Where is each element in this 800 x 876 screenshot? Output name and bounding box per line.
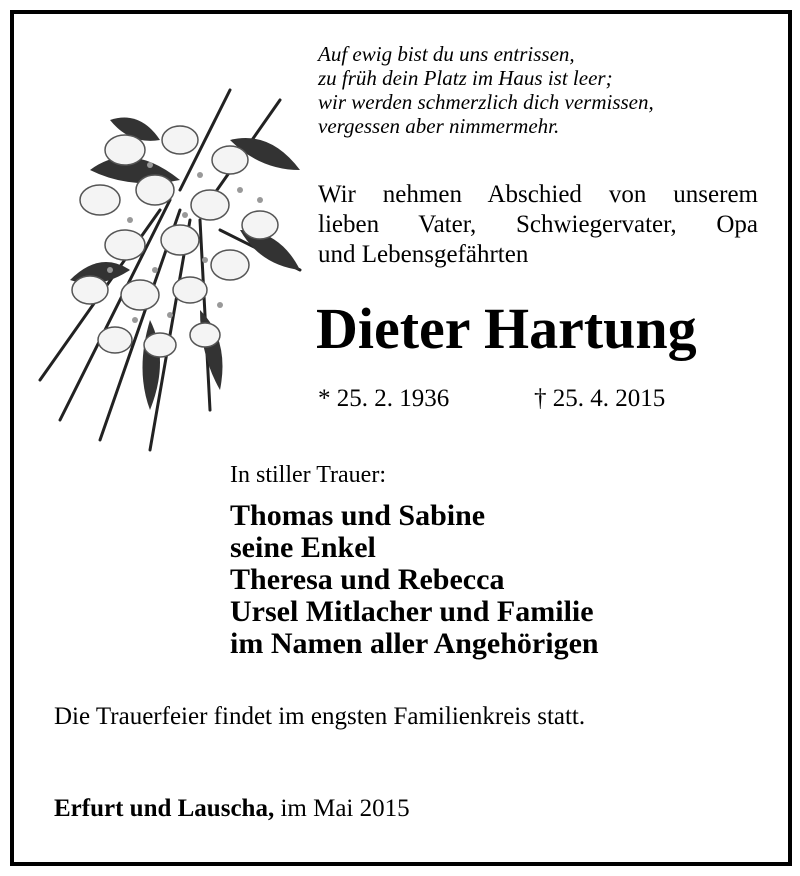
mourning-label: In stiller Trauer:: [230, 462, 386, 488]
farewell-line: lieben Vater, Schwiegervater, Opa: [318, 211, 758, 238]
poem-line: vergessen aber nimmermehr.: [318, 114, 560, 138]
birth-date: * 25. 2. 1936: [318, 385, 450, 412]
poem-verse: [318, 42, 778, 138]
mourner-line: seine Enkel: [230, 531, 376, 564]
flower-bouquet-icon: [30, 80, 320, 455]
farewell-line: Wir nehmen Abschied von unserem: [318, 181, 758, 208]
date-text: im Mai 2015: [274, 795, 410, 822]
mourner-line: Ursel Mitlacher und Familie: [230, 595, 594, 628]
place-names: Erfurt und Lauscha,: [54, 795, 275, 822]
place-and-date: [54, 794, 410, 824]
ceremony-notice: Die Trauerfeier findet im engsten Familienkreis statt.: [54, 703, 586, 730]
mourners-list: [230, 500, 599, 660]
poem-line: wir werden schmerzlich dich vermissen,: [318, 90, 654, 114]
mourner-line: Thomas und Sabine: [230, 499, 486, 532]
poem-line: zu früh dein Platz im Haus ist leer;: [318, 66, 613, 90]
farewell-text: [318, 180, 758, 270]
mourner-line: im Namen aller Angehörigen: [230, 627, 599, 660]
death-date: † 25. 4. 2015: [534, 385, 666, 412]
farewell-line: und Lebensgefährten: [318, 241, 529, 268]
poem-line: Auf ewig bist du uns entrissen,: [318, 42, 575, 66]
mourner-line: Theresa und Rebecca: [230, 563, 505, 596]
deceased-name: Dieter Hartung: [316, 296, 697, 361]
